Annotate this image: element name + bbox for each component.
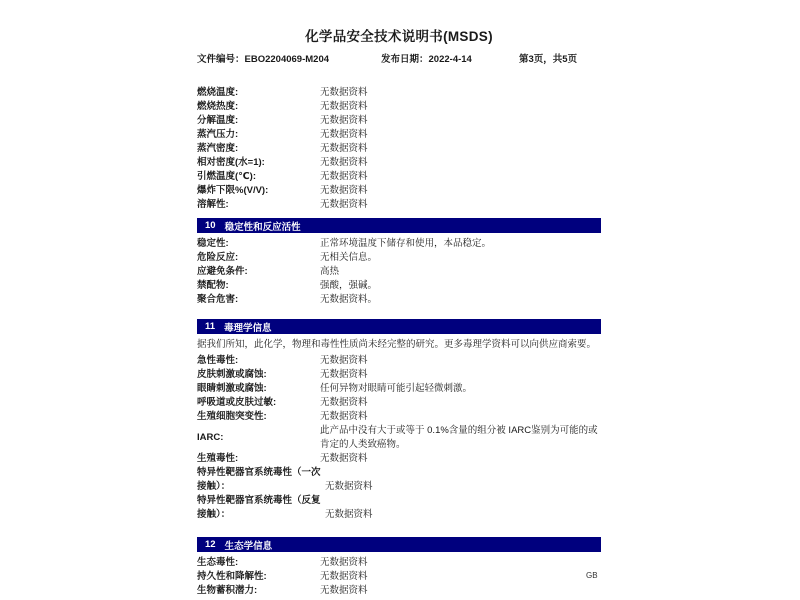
property-label: 聚合危害: bbox=[197, 294, 239, 305]
property-label: 燃烧温度: bbox=[197, 87, 239, 98]
property-label: 急性毒性: bbox=[197, 355, 239, 366]
property-label: 引燃温度(℃): bbox=[197, 171, 256, 182]
property-label: 蒸汽压力: bbox=[197, 129, 239, 140]
property-value: 无数据资料 bbox=[320, 585, 368, 596]
property-label: 生态毒性: bbox=[197, 557, 239, 568]
property-label: 眼睛刺激或腐蚀: bbox=[197, 383, 267, 394]
issue-date-label: 发布日期： bbox=[381, 54, 429, 65]
property-row bbox=[197, 494, 601, 522]
section-title: 毒理学信息 bbox=[224, 322, 272, 334]
property-value: 无数据资料 bbox=[320, 129, 368, 140]
property-label: 生殖细胞突变性: bbox=[197, 411, 267, 422]
property-label: 呼吸道或皮肤过敏: bbox=[197, 397, 277, 408]
property-row bbox=[197, 156, 601, 170]
property-value: 无数据资料 bbox=[320, 143, 368, 154]
property-row bbox=[197, 570, 601, 584]
property-label: 分解温度: bbox=[197, 115, 239, 126]
ecology-section bbox=[197, 556, 601, 598]
property-label: 溶解性: bbox=[197, 199, 229, 210]
property-value: 无数据资料 bbox=[320, 369, 368, 380]
property-value: 正常环境温度下储存和使用，本品稳定。 bbox=[320, 238, 492, 249]
property-label: 生物蓄积潜力: bbox=[197, 585, 258, 596]
property-value: 强酸，强碱。 bbox=[320, 280, 378, 291]
property-value: 无数据资料 bbox=[320, 199, 368, 210]
property-row bbox=[197, 184, 601, 198]
property-row bbox=[197, 198, 601, 212]
property-row bbox=[197, 237, 601, 251]
property-label: 禁配物: bbox=[197, 280, 229, 291]
property-row bbox=[197, 396, 601, 410]
property-value: 任何异物对眼睛可能引起轻微刺激。 bbox=[320, 383, 473, 394]
footer-standard-code: GB bbox=[586, 571, 598, 580]
section-number: 10 bbox=[205, 220, 216, 231]
property-label: 生殖毒性: bbox=[197, 453, 239, 464]
property-label: 特异性靶器官系统毒性（一次接触）： bbox=[197, 467, 321, 492]
property-value: 无数据资料 bbox=[320, 87, 368, 98]
property-label: IARC: bbox=[197, 432, 224, 443]
property-row bbox=[197, 382, 601, 396]
property-value: 无数据资料 bbox=[320, 171, 368, 182]
property-value: 无数据资料 bbox=[320, 557, 368, 568]
section-header-toxicology bbox=[197, 319, 601, 334]
property-row bbox=[197, 584, 601, 598]
property-label: 燃烧热度: bbox=[197, 101, 239, 112]
page-info: 第3页，共5页 bbox=[519, 54, 578, 65]
property-label: 相对密度(水=1): bbox=[197, 157, 265, 168]
property-row bbox=[197, 279, 601, 293]
property-row bbox=[197, 128, 601, 142]
property-row bbox=[197, 556, 601, 570]
issue-date bbox=[381, 54, 519, 66]
property-row bbox=[197, 452, 601, 466]
property-value: 无数据资料 bbox=[320, 101, 368, 112]
property-value: 无数据资料 bbox=[325, 481, 373, 492]
physical-properties-section bbox=[197, 86, 601, 212]
toxicology-section bbox=[197, 354, 601, 522]
issue-date-value: 2022-4-14 bbox=[428, 54, 472, 65]
section-title: 稳定性和反应活性 bbox=[224, 221, 301, 233]
property-value: 高热 bbox=[320, 266, 340, 277]
property-row bbox=[197, 265, 601, 279]
page-title: 化学品安全技术说明书(MSDS) bbox=[305, 29, 493, 44]
property-label: 稳定性: bbox=[197, 238, 229, 249]
property-row-iarc bbox=[197, 424, 601, 452]
property-row bbox=[197, 100, 601, 114]
property-row bbox=[197, 114, 601, 128]
property-row bbox=[197, 86, 601, 100]
property-value: 无数据资料 bbox=[320, 571, 368, 582]
doc-number-value: EBO2204069-M204 bbox=[244, 54, 330, 65]
section-header-stability bbox=[197, 218, 601, 233]
section-title: 生态学信息 bbox=[224, 540, 273, 552]
property-row bbox=[197, 170, 601, 184]
property-value: 无数据资料 bbox=[320, 411, 368, 422]
doc-number-label: 文件编号： bbox=[197, 54, 245, 65]
property-label: 蒸汽密度: bbox=[197, 143, 239, 154]
property-value: 无数据资料 bbox=[320, 157, 368, 168]
property-label: 应避免条件: bbox=[197, 266, 248, 277]
property-value: 无数据资料 bbox=[320, 397, 368, 408]
property-value: 无数据资料 bbox=[320, 453, 368, 464]
property-label: 持久性和降解性: bbox=[197, 571, 267, 582]
property-label: 皮肤刺激或腐蚀: bbox=[197, 369, 267, 380]
doc-number bbox=[197, 54, 381, 66]
property-value: 此产品中没有大于或等于 0.1%含量的组分被 IARC鉴别为可能的或肯定的人类致癌物。 bbox=[320, 425, 598, 450]
property-value: 无数据资料。 bbox=[320, 294, 378, 305]
property-label: 危险反应: bbox=[197, 252, 239, 263]
property-row bbox=[197, 368, 601, 382]
property-value: 无数据资料 bbox=[320, 185, 368, 196]
property-row bbox=[197, 354, 601, 368]
property-value: 无数据资料 bbox=[320, 115, 368, 126]
document-content bbox=[197, 0, 601, 598]
toxicology-intro: 据我们所知，此化学，物理和毒性性质尚未经完整的研究。更多毒理学资料可以向供应商索要。 bbox=[197, 339, 597, 350]
property-row bbox=[197, 251, 601, 265]
property-row bbox=[197, 410, 601, 424]
property-row bbox=[197, 466, 601, 494]
section-number: 11 bbox=[205, 321, 216, 332]
property-label: 爆炸下限%(V/V): bbox=[197, 185, 269, 196]
doc-meta-row bbox=[197, 54, 601, 66]
section-header-ecology bbox=[197, 537, 601, 552]
property-row bbox=[197, 293, 601, 307]
section-number: 12 bbox=[205, 539, 216, 550]
property-row bbox=[197, 142, 601, 156]
property-label: 特异性靶器官系统毒性（反复接触）： bbox=[197, 495, 321, 520]
property-value: 无数据资料 bbox=[320, 355, 368, 366]
property-value: 无相关信息。 bbox=[320, 252, 378, 263]
property-value: 无数据资料 bbox=[325, 509, 373, 520]
stability-section bbox=[197, 237, 601, 307]
